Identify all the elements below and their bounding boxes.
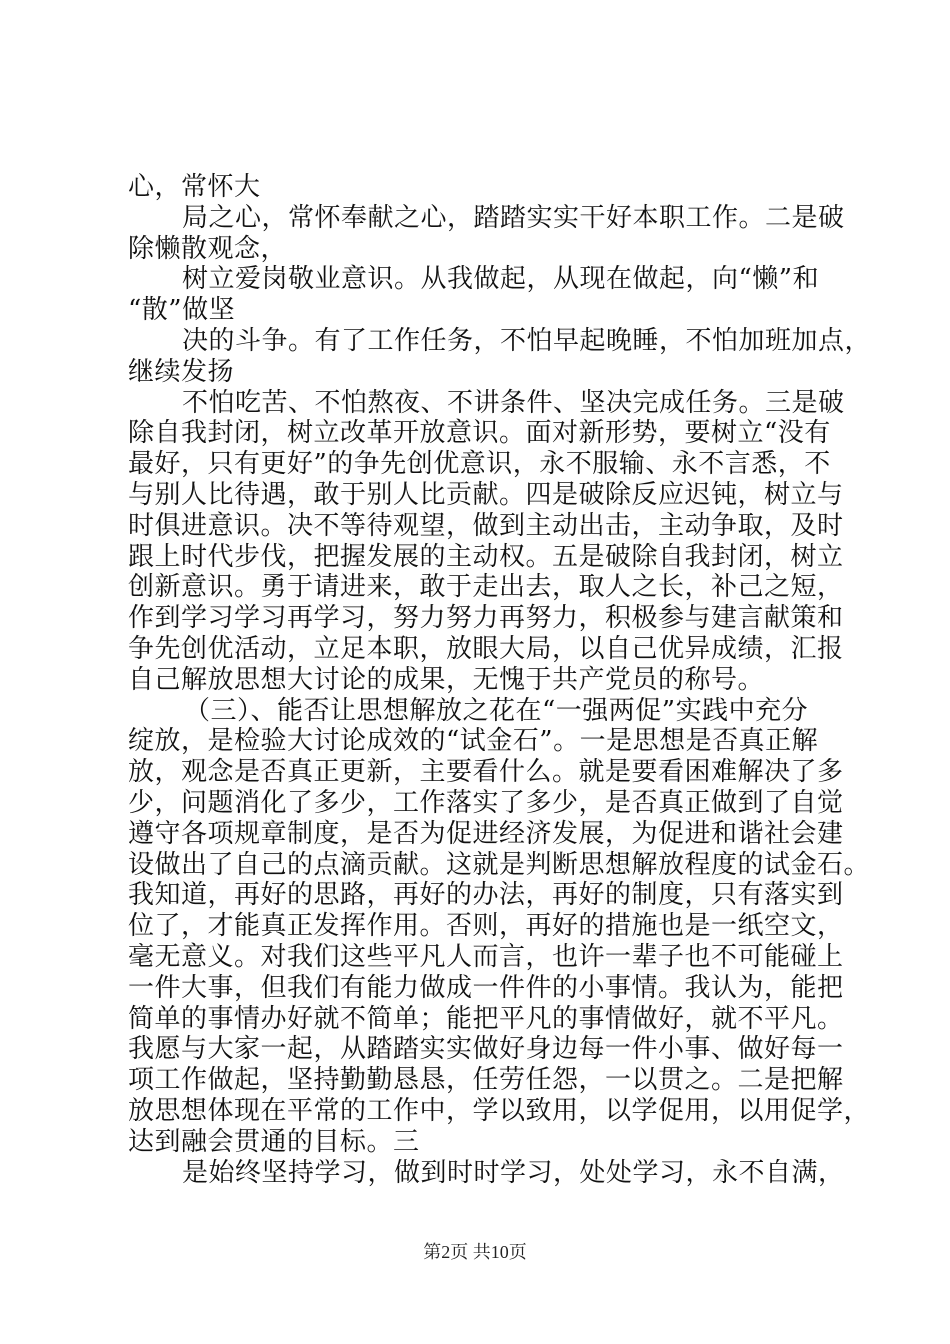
text-line: 最好，只有更好”的争先创优意识，永不服输、永不言悉，不 — [128, 449, 831, 480]
document-body — [128, 172, 872, 1188]
text-line: 时俱进意识。决不等待观望，做到主动出击，主动争取，及时 — [128, 510, 844, 541]
text-line: 达到融会贯通的目标。三 — [128, 1126, 420, 1157]
text-line: 除懒散观念， — [128, 233, 288, 264]
text-line: 毫无意义。对我们这些平凡人而言，也许一辈子也不可能碰上 — [128, 941, 844, 972]
text-line: 除自我封闭，树立改革开放意识。面对新形势，要树立“没有 — [128, 418, 831, 449]
text-line: 创新意识。勇于请进来，敢于走出去，取人之长，补己之短， — [128, 572, 844, 603]
text-line: 遵守各项规章制度，是否为促进经济发展，为促进和谐社会建 — [128, 818, 844, 849]
text-line: 争先创优活动，立足本职，放眼大局，以自己优异成绩，汇报 — [128, 633, 844, 664]
paragraph — [128, 172, 872, 696]
text-line: 一件大事，但我们有能力做成一件件的小事情。我认为，能把 — [128, 972, 844, 1003]
text-line: 决的斗争。有了工作任务，不怕早起晚睡，不怕加班加点， — [182, 325, 872, 356]
text-line: 局之心，常怀奉献之心，踏踏实实干好本职工作。二是破 — [182, 202, 845, 233]
page-number-footer: 第2页 共10页 — [423, 1242, 527, 1262]
text-line: 简单的事情办好就不简单；能把平凡的事情做好，就不平凡。 — [128, 1003, 844, 1034]
text-line: 自己解放思想大讨论的成果，无愧于共产党员的称号。 — [128, 664, 765, 695]
text-line: （三）、能否让思想解放之花在“一强两促”实践中充分 — [184, 695, 809, 726]
text-line: 项工作做起，坚持勤勤恳恳，任劳任怨，一以贯之。二是把解 — [128, 1065, 844, 1096]
text-line: 作到学习学习再学习，努力努力再努力，积极参与建言献策和 — [128, 603, 844, 634]
text-line: 不怕吃苦、不怕熬夜、不讲条件、坚决完成任务。三是破 — [182, 387, 845, 418]
text-line: 设做出了自己的点滴贡献。这就是判断思想解放程度的试金石。 — [128, 849, 871, 880]
text-line: 位了，才能真正发挥作用。否则，再好的措施也是一纸空文， — [128, 911, 844, 942]
paragraph — [128, 695, 871, 1189]
text-line: 少，问题消化了多少，工作落实了多少，是否真正做到了自觉 — [128, 787, 844, 818]
text-line: 我知道，再好的思路，再好的办法，再好的制度，只有落实到 — [128, 880, 844, 911]
text-line: 与别人比待遇，敢于别人比贡献。四是破除反应迟钝，树立与 — [128, 479, 844, 510]
text-line: “散”做坚 — [128, 295, 236, 326]
text-line: 跟上时代步伐，把握发展的主动权。五是破除自我封闭，树立 — [128, 541, 844, 572]
text-line: 我愿与大家一起，从踏踏实实做好身边每一件小事、做好每一 — [128, 1034, 844, 1065]
text-line: 绽放，是检验大讨论成效的“试金石”。一是思想是否真正解 — [128, 726, 819, 757]
text-line: 树立爱岗敬业意识。从我做起，从现在做起，向“懒”和 — [182, 264, 820, 295]
text-line: 放，观念是否真正更新，主要看什么。就是要看困难解决了多 — [128, 757, 844, 788]
text-line: 继续发扬 — [128, 356, 235, 387]
text-line: 心，常怀大 — [128, 172, 261, 202]
text-line: 放思想体现在平常的工作中，学以致用，以学促用，以用促学， — [128, 1095, 871, 1126]
text-line: 是始终坚持学习，做到时时学习，处处学习，永不自满， — [182, 1157, 845, 1188]
